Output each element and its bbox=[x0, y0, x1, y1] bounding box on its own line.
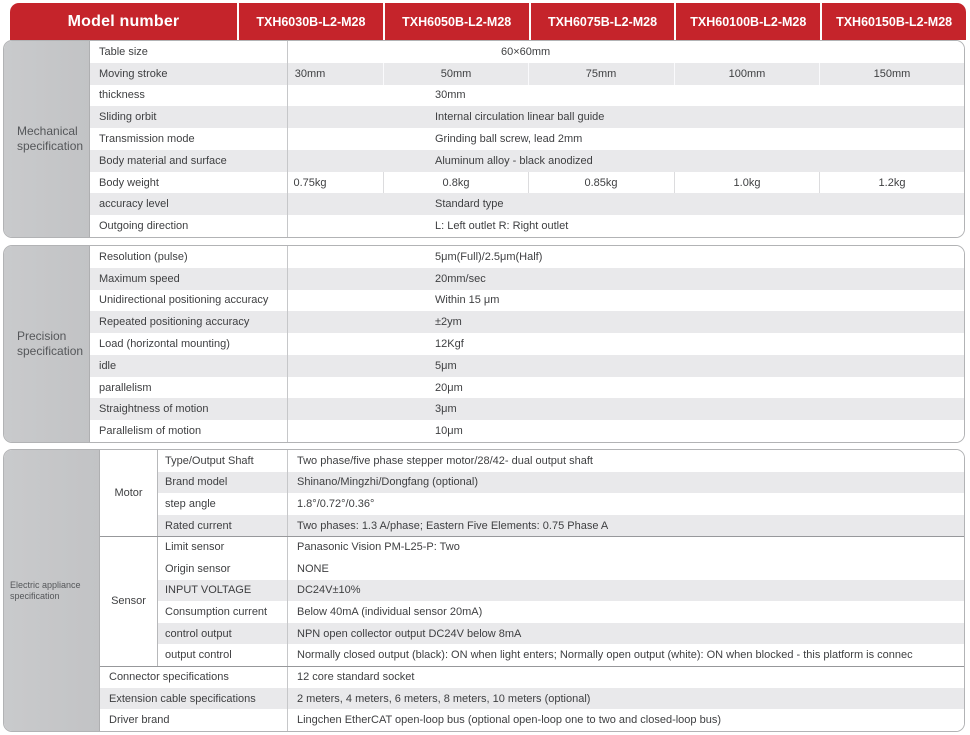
column-divider-line bbox=[674, 172, 675, 194]
row-value-cell bbox=[287, 420, 964, 442]
row-value: Two phases: 1.3 A/phase; Eastern Five Elements: 0.75 Phase A bbox=[297, 519, 609, 532]
row-value: Lingchen EtherCAT open-loop bus (optional open-loop one to two and closed-loop bus) bbox=[297, 714, 721, 727]
row-label: Brand model bbox=[165, 476, 228, 489]
spec-row bbox=[100, 623, 964, 645]
row-value: Within 15 μm bbox=[435, 294, 500, 307]
row-value: NPN open collector output DC24V below 8mA bbox=[297, 627, 522, 640]
row-value: 12Kgf bbox=[435, 338, 464, 351]
row-label: Body weight bbox=[99, 176, 159, 189]
column-divider-line bbox=[819, 63, 820, 85]
row-value-cell bbox=[287, 558, 964, 580]
row-value-cell bbox=[287, 644, 964, 666]
row-value: 20mm/sec bbox=[435, 272, 486, 285]
spec-row bbox=[90, 398, 964, 420]
row-value: Panasonic Vision PM-L25-P: Two bbox=[297, 541, 460, 554]
spec-row bbox=[90, 355, 964, 377]
row-value-cell bbox=[287, 128, 964, 150]
group-divider-line bbox=[100, 536, 964, 537]
row-value: ±2ym bbox=[435, 316, 462, 329]
column-value: 100mm bbox=[728, 67, 766, 80]
row-value: 10μm bbox=[435, 425, 463, 438]
row-value-cell bbox=[287, 172, 964, 194]
row-value: L: Left outlet R: Right outlet bbox=[435, 220, 569, 233]
sensor-group-cell: Sensor bbox=[100, 536, 158, 666]
column-value: 150mm bbox=[873, 67, 911, 80]
row-value-cell bbox=[287, 215, 964, 237]
row-value-cell bbox=[287, 688, 964, 710]
row-value: 1.8°/0.72°/0.36° bbox=[297, 498, 375, 511]
row-label: Extension cable specifications bbox=[109, 692, 256, 705]
section-panel-mechanical bbox=[3, 40, 965, 238]
row-value-cell bbox=[287, 709, 964, 731]
row-label: Transmission mode bbox=[99, 133, 195, 146]
row-label: Limit sensor bbox=[165, 541, 225, 554]
column-value: 1.0kg bbox=[733, 176, 761, 189]
model-header-cell: TXH6030B-L2-M28 bbox=[237, 3, 383, 40]
row-value-cell bbox=[287, 355, 964, 377]
row-value-cell bbox=[287, 623, 964, 645]
row-label: Consumption current bbox=[165, 606, 268, 619]
column-divider-line bbox=[528, 63, 529, 85]
spec-row bbox=[90, 246, 964, 268]
spec-row bbox=[90, 63, 964, 85]
row-value-cell bbox=[287, 493, 964, 515]
model-header-cell: TXH6075B-L2-M28 bbox=[529, 3, 675, 40]
section-label-mechanical: Mechanical specification bbox=[4, 41, 90, 237]
spec-row bbox=[100, 644, 964, 666]
row-value: DC24V±10% bbox=[297, 584, 361, 597]
column-divider-line bbox=[674, 63, 675, 85]
spec-row bbox=[90, 106, 964, 128]
row-value: 5μm(Full)/2.5μm(Half) bbox=[435, 250, 543, 263]
column-value: 30mm bbox=[294, 67, 326, 80]
row-value-cell bbox=[287, 106, 964, 128]
row-value-cell bbox=[287, 580, 964, 602]
row-value-cell bbox=[287, 268, 964, 290]
row-label: Maximum speed bbox=[99, 272, 180, 285]
column-value: 0.85kg bbox=[584, 176, 618, 189]
spec-row bbox=[100, 472, 964, 494]
spec-row bbox=[90, 311, 964, 333]
column-value: 50mm bbox=[440, 67, 472, 80]
row-label: Outgoing direction bbox=[99, 220, 189, 233]
section-panel-precision bbox=[3, 245, 965, 443]
electric-rows bbox=[100, 450, 964, 731]
precision-rows bbox=[90, 246, 964, 442]
spec-row bbox=[100, 536, 964, 558]
column-value: 0.8kg bbox=[442, 176, 470, 189]
row-label: Straightness of motion bbox=[99, 403, 209, 416]
spec-row bbox=[90, 172, 964, 194]
row-label: Origin sensor bbox=[165, 562, 231, 575]
spec-row bbox=[90, 290, 964, 312]
spec-row bbox=[100, 688, 964, 710]
column-value: 75mm bbox=[585, 67, 617, 80]
row-value: 30mm bbox=[435, 89, 466, 102]
row-value-cell bbox=[287, 377, 964, 399]
row-value-cell bbox=[287, 515, 964, 537]
row-value-cell bbox=[287, 333, 964, 355]
row-value-cell bbox=[287, 193, 964, 215]
spec-row bbox=[100, 515, 964, 537]
spec-row bbox=[90, 268, 964, 290]
row-label: Table size bbox=[99, 45, 148, 58]
row-value: Grinding ball screw, lead 2mm bbox=[435, 133, 583, 146]
spec-row bbox=[100, 580, 964, 602]
column-value: 0.75kg bbox=[293, 176, 327, 189]
section-label-electric: Electric appliance specification bbox=[4, 450, 100, 731]
row-value: 2 meters, 4 meters, 6 meters, 8 meters, 10 meters (optional) bbox=[297, 692, 591, 705]
row-label: Unidirectional positioning accuracy bbox=[99, 294, 269, 307]
row-value: Aluminum alloy - black anodized bbox=[435, 154, 593, 167]
spec-row bbox=[90, 85, 964, 107]
row-label: Resolution (pulse) bbox=[99, 250, 188, 263]
section-label-precision: Precision specification bbox=[4, 246, 90, 442]
row-label: Parallelism of motion bbox=[99, 425, 202, 438]
row-label: Rated current bbox=[165, 519, 232, 532]
section-panel-electric bbox=[3, 449, 965, 732]
row-value-cell bbox=[287, 398, 964, 420]
row-value: Internal circulation linear ball guide bbox=[435, 111, 605, 124]
row-value: 20μm bbox=[435, 381, 463, 394]
spec-row bbox=[100, 558, 964, 580]
spec-row bbox=[90, 420, 964, 442]
spec-row bbox=[90, 377, 964, 399]
group-divider-line bbox=[100, 666, 964, 667]
model-number-label: Model number bbox=[67, 12, 180, 30]
row-value-cell bbox=[287, 63, 964, 85]
spec-row bbox=[90, 128, 964, 150]
model-header-cell: TXH60150B-L2-M28 bbox=[820, 3, 966, 40]
row-label: step angle bbox=[165, 498, 216, 511]
row-label: output control bbox=[165, 649, 232, 662]
spec-row bbox=[100, 450, 964, 472]
row-value-cell bbox=[287, 601, 964, 623]
row-label: control output bbox=[165, 627, 232, 640]
row-label: thickness bbox=[99, 89, 145, 102]
row-value-cell bbox=[287, 450, 964, 472]
row-value: NONE bbox=[297, 562, 329, 575]
row-label: Driver brand bbox=[109, 714, 170, 727]
column-divider-line bbox=[528, 172, 529, 194]
model-header-row bbox=[10, 3, 966, 40]
row-value: Standard type bbox=[435, 198, 504, 211]
row-value-cell bbox=[287, 41, 964, 63]
column-divider-line bbox=[383, 172, 384, 194]
mechanical-rows bbox=[90, 41, 964, 237]
row-label: Body material and surface bbox=[99, 154, 227, 167]
row-value: Shinano/Mingzhi/Dongfang (optional) bbox=[297, 476, 479, 489]
spec-row bbox=[100, 601, 964, 623]
row-value-cell bbox=[287, 472, 964, 494]
model-header-cell: TXH6050B-L2-M28 bbox=[383, 3, 529, 40]
column-value: 1.2kg bbox=[878, 176, 906, 189]
spec-row bbox=[90, 215, 964, 237]
row-value-cell bbox=[287, 311, 964, 333]
spec-row bbox=[90, 193, 964, 215]
row-value: 3μm bbox=[435, 403, 457, 416]
row-label: Moving stroke bbox=[99, 67, 168, 80]
row-value: Below 40mA (individual sensor 20mA) bbox=[297, 606, 483, 619]
row-value: Two phase/five phase stepper motor/28/42- dual output shaft bbox=[297, 454, 593, 467]
model-header-cell: TXH60100B-L2-M28 bbox=[674, 3, 820, 40]
column-divider-line bbox=[383, 63, 384, 85]
row-value-cell bbox=[287, 150, 964, 172]
row-value-cell bbox=[287, 85, 964, 107]
spec-row bbox=[90, 41, 964, 63]
row-label: Load (horizontal mounting) bbox=[99, 338, 230, 351]
row-label: Connector specifications bbox=[109, 670, 229, 683]
spec-row bbox=[90, 333, 964, 355]
spec-row bbox=[100, 666, 964, 688]
row-value-cell bbox=[287, 536, 964, 558]
row-value: 60×60mm bbox=[501, 45, 551, 58]
spec-row bbox=[90, 150, 964, 172]
row-label: accuracy level bbox=[99, 198, 169, 211]
row-value-cell bbox=[287, 666, 964, 688]
row-label: Repeated positioning accuracy bbox=[99, 316, 250, 329]
row-value-cell bbox=[287, 246, 964, 268]
row-value-cell bbox=[287, 290, 964, 312]
row-value: Normally closed output (black): ON when light enters; Normally open output (white): ON when blocked - this platform is connec bbox=[297, 649, 913, 662]
spec-row bbox=[100, 493, 964, 515]
row-label: INPUT VOLTAGE bbox=[165, 584, 252, 597]
row-label: Sliding orbit bbox=[99, 111, 157, 124]
motor-group-cell: Motor bbox=[100, 450, 158, 536]
row-label: parallelism bbox=[99, 381, 152, 394]
column-divider-line bbox=[819, 172, 820, 194]
row-label: Type/Output Shaft bbox=[165, 454, 254, 467]
spec-row bbox=[100, 709, 964, 731]
row-value: 12 core standard socket bbox=[297, 670, 415, 683]
row-label: idle bbox=[99, 359, 117, 372]
row-value: 5μm bbox=[435, 359, 457, 372]
